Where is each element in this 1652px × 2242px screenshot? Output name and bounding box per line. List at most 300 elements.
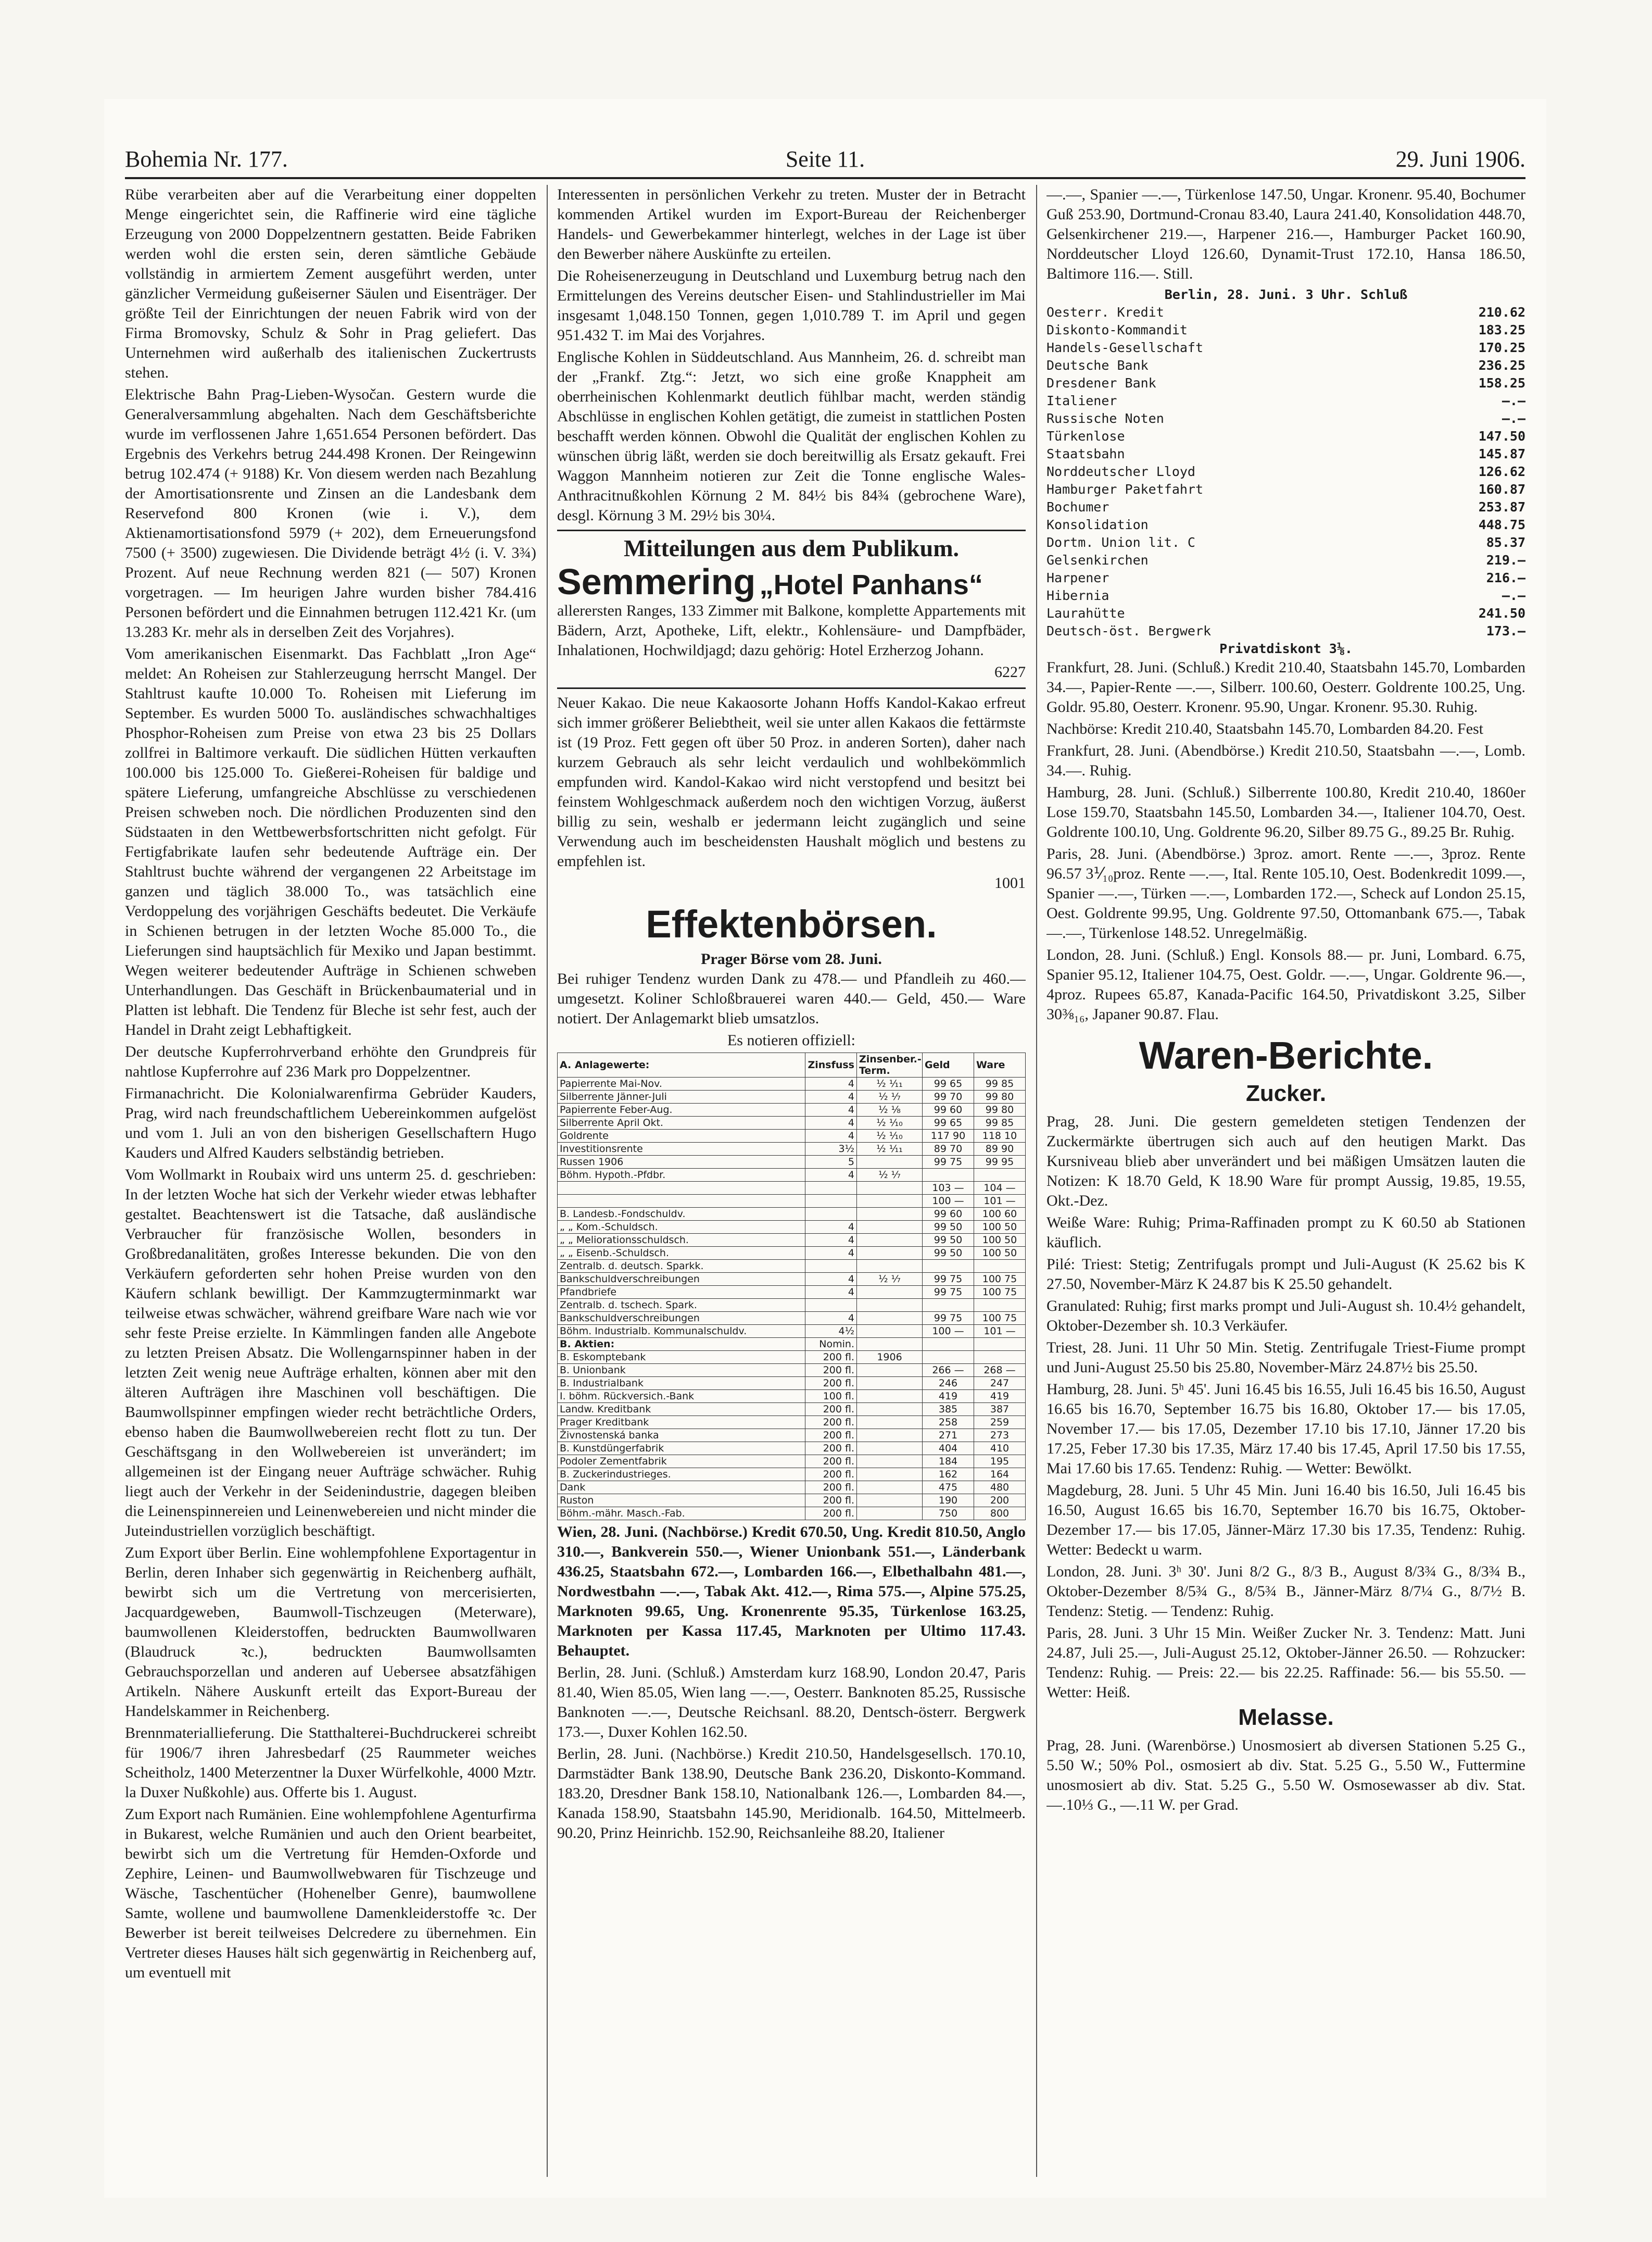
table-cell: 99 70 (923, 1091, 974, 1104)
table-cell: Landw. Kreditbank (558, 1403, 805, 1416)
table-cell: 101 — (974, 1325, 1026, 1338)
table-cell: 99 60 (923, 1104, 974, 1117)
table-cell: Silberrente April Okt. (558, 1117, 805, 1130)
table-cell (923, 1299, 974, 1312)
header-rule (125, 177, 1525, 179)
table-cell: 89 90 (974, 1143, 1026, 1156)
advertisement-box (557, 530, 1026, 689)
table-cell (974, 1169, 1026, 1182)
table-cell: Ruston (558, 1494, 805, 1507)
column-divider (1036, 185, 1037, 2177)
quote-name: Harpener (1046, 570, 1109, 585)
effekten-title: Effektenbörsen. (646, 903, 937, 946)
table-cell: 200 fl. (805, 1455, 857, 1468)
quote-row (1046, 569, 1525, 587)
table-row (558, 1403, 1026, 1416)
table-cell: 268 — (974, 1364, 1026, 1377)
waren-paragraph: Paris, 28. Juni. 3 Uhr 15 Min. Weißer Zucker Nr. 3. Tendenz: Matt. Juni 24.87, Juli 25.—, Juli-August 25.12, Oktober-Jänner 26.50. — Rohzucker: Tendenz: Ruhig. — Preis: 22.— bis 22.25. Raffinade: 56.— bis 55.50. — Wetter: Heiß. (1046, 1624, 1525, 1701)
table-cell: 259 (974, 1416, 1026, 1429)
column-2 (557, 185, 1026, 2177)
quote-value: 147.50 (1478, 429, 1525, 444)
table-cell: 100 75 (974, 1273, 1026, 1286)
quote-value: —.— (1502, 411, 1525, 426)
table-cell: Silberrente Jänner-Juli (558, 1091, 805, 1104)
article-paragraph: Die Roheisenerzeugung in Deutschland und Luxemburg betrug nach den Ermittelungen des Vereins deutscher Eisen- und Stahlindustrieller im Mai insgesamt 1,048.150 Tonnen, gegen 1,010.789 T. im April und gegen 951.432 T. im Mai des Vorjahres. (557, 267, 1026, 344)
table-body-aktien (558, 1351, 1026, 1520)
table-cell: 100 — (923, 1325, 974, 1338)
table-cell: 750 (923, 1507, 974, 1520)
quote-name: Staatsbahn (1046, 446, 1125, 461)
table-row (558, 1351, 1026, 1364)
waren-paragraph: Magdeburg, 28. Juni. 5 Uhr 45 Min. Juni 16.40 bis 16.50, Juli 16.45 bis 16.50, August 16.65 bis 16.70, September 16.70 bis 16.75, Oktober-Dezember 17.— bis 17.05, Jänner-März 17.30 bis 17.35, Tendenz: Ruhig. Wetter: Bedeckt u warm. (1046, 1482, 1525, 1558)
melasse-title: Melasse. (1238, 1705, 1334, 1730)
table-cell: ½ ⅟₇ (857, 1273, 923, 1286)
table-row (558, 1156, 1026, 1169)
table-cell: ½ ⅟₇ (857, 1091, 923, 1104)
table-cell (857, 1455, 923, 1468)
table-cell (805, 1260, 857, 1273)
berlin-quotes (1046, 286, 1525, 658)
table-cell: 99 75 (923, 1273, 974, 1286)
table-cell: ½ ⅟₁₁ (857, 1143, 923, 1156)
quote-row (1046, 605, 1525, 622)
table-cell (857, 1286, 923, 1299)
table-cell: 200 fl. (805, 1481, 857, 1494)
table-cell: ½ ⅟₁₀ (857, 1130, 923, 1143)
waren-subtitle: Zucker. (1245, 1081, 1327, 1106)
table-cell (857, 1312, 923, 1325)
table-cell: Podoler Zementfabrik (558, 1455, 805, 1468)
table-cell: 100 fl. (805, 1390, 857, 1403)
table-row (558, 1286, 1026, 1299)
quote-value: 236.25 (1478, 358, 1525, 373)
table-cell: 117 90 (923, 1130, 974, 1143)
table-row (558, 1234, 1026, 1247)
melasse-paragraph: Prag, 28. Juni. (Warenbörse.) Unosmosiert ab diversen Stationen 5.25 G., 5.50 W.; 50% Pol., osmosiert ab div. Stat. 5.25 G., 5.50 W., Futtermine unosmosiert ab div. Stat. 5.25 G., 5.50 W. Osmosewasser ab div. Stat. —.10⅓ G., —.11 W. per Grad. (1046, 1737, 1525, 1813)
table-cell: ½ ⅟₁₁ (857, 1078, 923, 1091)
quote-name: Bochumer (1046, 499, 1109, 515)
quote-row (1046, 463, 1525, 481)
table-cell: 99 85 (974, 1117, 1026, 1130)
table-cell: 99 75 (923, 1312, 974, 1325)
table-cell: Investitionsrente (558, 1143, 805, 1156)
table-cell: 100 75 (974, 1286, 1026, 1299)
table-cell (857, 1468, 923, 1481)
berlin-report: Berlin, 28. Juni. (Nachbörse.) Kredit 210.50, Handelsgesellsch. 170.10, Darmstädter Bank 138.90, Deutsche Bank 236.20, Diskonto-Kommand. 183.20, Dresdner Bank 158.10, Nationalbank 126.—, Lombarden 84.—, Kanada 158.90, Staatsbahn 145.90, Meridionalb. 164.50, Mittelmeerb. 90.20, Prinz Heinrichb. 152.90, Reichsanleihe 88.20, Italiener (557, 1745, 1026, 1842)
table-cell: 200 fl. (805, 1416, 857, 1429)
quote-value: 183.25 (1478, 322, 1525, 337)
quote-name: Konsolidation (1046, 517, 1149, 532)
waren-paragraph: Prag, 28. Juni. Die gestern gemeldeten stetigen Tendenzen der Zuckermärkte übertrugen sich auch auf den heutigen Markt. Das Kursniveau blieb aber unverändert und bei mäßigen Umsätzen lauten die Notizen: K 18.70 Geld, K 18.90 Ware für prompt Aussig, 19.85, 19.55, Okt.-Dez. (1046, 1113, 1525, 1209)
ad-text: allerersten Ranges, 133 Zimmer mit Balkone, komplette Appartements mit Bädern, Arzt, Apotheke, Lift, elektr., Kohlensäure- und Dampfbäder, Inhalationen, Hochwildjagd; dazu gehörig: Hotel Erzherzog Johann. (557, 602, 1026, 659)
article-paragraph: Brennmateriallieferung. Die Statthalterei-Buchdruckerei schreibt für 1906/7 ihren Jahresbedarf (25 Raummeter weiches Scheitholz, 1400 Meterzentner la Duxer Würfelkohle, 4000 Mztr. la Duxer Nußkohle) aus. Offerte bis 1. August. (125, 1724, 536, 1801)
table-cell: 99 85 (974, 1078, 1026, 1091)
newspaper-page (104, 99, 1546, 2198)
quote-name: Norddeutscher Lloyd (1046, 464, 1195, 479)
table-row (558, 1091, 1026, 1104)
table-cell: 100 — (923, 1195, 974, 1208)
table-cell: 4 (805, 1078, 857, 1091)
table-cell (857, 1299, 923, 1312)
ad-section-title: Mitteilungen aus dem Publikum. (623, 535, 960, 561)
table-row (558, 1442, 1026, 1455)
quote-row (1046, 410, 1525, 428)
quote-name: Deutsche Bank (1046, 358, 1149, 373)
table-cell (857, 1390, 923, 1403)
table-cell: 4 (805, 1104, 857, 1117)
quote-name: Dresdener Bank (1046, 375, 1156, 391)
ad-semmering: Semmering (557, 561, 756, 602)
table-cell (974, 1260, 1026, 1273)
quote-row (1046, 622, 1525, 640)
table-cell (923, 1169, 974, 1182)
table-cell (923, 1351, 974, 1364)
table-cell: 4 (805, 1273, 857, 1286)
table-cell (857, 1416, 923, 1429)
table-cell (857, 1429, 923, 1442)
waren-paragraph: Granulated: Ruhig; first marks prompt und Juli-August sh. 10.4½ gehandelt, Oktober-Dezember sh. 10.3 Verkäufer. (1046, 1297, 1525, 1334)
table-cell: I. böhm. Rückversich.-Bank (558, 1390, 805, 1403)
table-cell: 99 50 (923, 1234, 974, 1247)
table-cell (974, 1299, 1026, 1312)
table-row (558, 1221, 1026, 1234)
quote-row (1046, 321, 1525, 339)
table-cell: 99 65 (923, 1117, 974, 1130)
table-row (558, 1338, 1026, 1351)
table-cell (923, 1338, 974, 1351)
column-3 (1046, 185, 1525, 2177)
table-cell (857, 1507, 923, 1520)
table-cell: 4 (805, 1247, 857, 1260)
table-cell: 100 75 (974, 1312, 1026, 1325)
table-cell: Bankschuldverschreibungen (558, 1273, 805, 1286)
quote-name: Gelsenkirchen (1046, 553, 1149, 568)
table-cell: 4 (805, 1221, 857, 1234)
quote-value: 85.37 (1486, 535, 1525, 550)
table-cell: 99 80 (974, 1104, 1026, 1117)
quote-row (1046, 339, 1525, 357)
table-cell (857, 1377, 923, 1390)
berlin-quotes-title: Berlin, 28. Juni. 3 Uhr. Schluß (1164, 287, 1408, 302)
wien-report: Wien, 28. Juni. (Nachbörse.) Kredit 670.50, Ung. Kredit 810.50, Anglo 310.—, Bankverein 550.—, Wiener Unionbank 551.—, Länderbank 436.25, Staatsbahn 672.—, Lombarden 166.—, Elbethalbahn 481.—, Nordwestbahn —.—, Tabak Akt. 412.—, Rima 575.—, Alpine 575.25, Marknoten 99.65, Ung. Kronenrente 95.35, Türkenlose 163.25, Marknoten per Kassa 117.45, Marknoten per Ultimo 117.43. Behauptet. (557, 1523, 1026, 1659)
table-cell: 273 (974, 1429, 1026, 1442)
quote-name: Hibernia (1046, 588, 1109, 603)
table-cell (857, 1234, 923, 1247)
quote-name: Hamburger Paketfahrt (1046, 482, 1204, 497)
table-cell: 190 (923, 1494, 974, 1507)
quote-name: Russische Noten (1046, 411, 1164, 426)
header-date: 29. Juni 1906. (1395, 146, 1525, 172)
quote-row (1046, 498, 1525, 516)
table-cell: 164 (974, 1468, 1026, 1481)
ad-hotel-name: „Hotel Panhans“ (759, 569, 983, 600)
quote-value: —.— (1502, 588, 1525, 603)
article-paragraph: Vom amerikanischen Eisenmarkt. Das Fachblatt „Iron Age“ meldet: An Roheisen zur Stahlerzeugung herrscht Mangel. Der Stahltrust kaufte 10.000 To. Roheisen mit Lieferung im September. Es wurden 5000 To. ausländisches schwachhaltiges Phosphor-Roheisen zum Preise von etwa 23 bis 25 Dollars zollfrei in Baltimore verkauft. Die südlichen Hütten verkauften 100.000 bis 125.000 To. Gießerei-Roheisen für baldige und spätere Lieferung, umfangreiche Abschlüsse zu verschiedenen Preisen schweben noch. Die nördlichen Produzenten sind den Südstaaten in den Wettbewerbsfortschritten nicht gefolgt. Für Fertigfabrikate laufen sehr bedeutende Aufträge ein. Der Stahltrust buchte während der vergangenen 22 Arbeitstage im ganzen und täglich 38.000 To., was tatsächlich eine Verdoppelung des vorjährigen Geschäfts bedeutet. Die Verkäufe in Schienen betrugen in der letzten Woche 85.000 To., die Lieferungen sind hauptsächlich für Mexiko und Japan bestimmt. Wegen weiterer bedeutender Aufträge in Schienen schweben Unterhandlungen. Das Geschäft in Brückenbaumaterial und in Platten ist lebhaft. Die Tendenz für Bleche ist sehr fest, auch der Handel in Draht zeigt Lebhaftigkeit. (125, 645, 536, 1038)
table-row (558, 1468, 1026, 1481)
table-cell: 246 (923, 1377, 974, 1390)
header-masthead: Bohemia Nr. 177. (125, 146, 288, 172)
quote-row (1046, 357, 1525, 374)
kakao-notice: Neuer Kakao. Die neue Kakaosorte Johann Hoffs Kandol-Kakao erfreut sich immer größerer Beliebtheit, weil sie unter allen Kakaos die fettärmste ist (19 Proz. Fett gegen oft über 50 Proz. in anderen Sorten), daher nach kurzem Gebrauch als sehr leicht verdaulich und wohlbekömmlich empfunden wird. Kandol-Kakao wird nicht verstopfend und besitzt bei feinstem Wohlgeschmack außerdem noch den wichtigen Vorzug, äußerst billig zu sein, weshalb er jedermann leicht zugänglich und seine Verwendung auch im bescheidensten Haushalt möglich und bestens zu empfehlen ist. (557, 694, 1026, 870)
market-report: Hamburg, 28. Juni. (Schluß.) Silberrente 100.80, Kredit 210.40, 1860er Lose 159.70, Staatsbahn 145.50, Lombarden 34.—, Italiener 104.70, Oest. Goldrente 100.10, Ung. Goldrente 96.20, Silber 89.75 G., 89.25 Br. Ruhig. (1046, 784, 1525, 841)
table-row (558, 1429, 1026, 1442)
table-cell: 100 50 (974, 1247, 1026, 1260)
berlin-quote-rows (1046, 304, 1525, 640)
table-cell: Goldrente (558, 1130, 805, 1143)
table-row (558, 1143, 1026, 1156)
berlin-report: Berlin, 28. Juni. (Schluß.) Amsterdam kurz 168.90, London 20.47, Paris 81.40, Wien 85.05, Wien lang —.—, Oesterr. Banknoten 85.25, Russische Banknoten —.—, Deutsche Reichsanl. 88.20, Dentsch-österr. Bergwerk 173.—, Duxer Kohlen 162.50. (557, 1664, 1026, 1740)
table-cell: Prager Kreditbank (558, 1416, 805, 1429)
table-row (558, 1182, 1026, 1195)
table-cell (857, 1325, 923, 1338)
waren-paragraph: Weiße Ware: Ruhig; Prima-Raffinaden prompt zu K 60.50 ab Stationen käuflich. (1046, 1214, 1525, 1251)
table-row (558, 1260, 1026, 1273)
table-cell: Pfandbriefe (558, 1286, 805, 1299)
table-cell: 99 75 (923, 1286, 974, 1299)
table-row (558, 1377, 1026, 1390)
waren-paragraph: Pilé: Triest: Stetig; Zentrifugals prompt und Juli-August (K 25.62 bis K 27.50, November-März K 24.87 bis K 25.50 gehandelt. (1046, 1256, 1525, 1293)
table-row (558, 1104, 1026, 1117)
privatdiskont: Privatdiskont 3⅛. (1219, 641, 1353, 656)
quote-row (1046, 552, 1525, 569)
table-cell: „ „ Meliorationsschuldsch. (558, 1234, 805, 1247)
table-cell: 200 fl. (805, 1377, 857, 1390)
table-cell: 419 (974, 1390, 1026, 1403)
table-row (558, 1130, 1026, 1143)
effekten-text: Bei ruhiger Tendenz wurden Dank zu 478.— und Pfandleih zu 460.— umgesetzt. Koliner Schloßbrauerei waren 440.— Geld, 450.— Ware notiert. Der Anlagemarkt blieb umsatzlos. (557, 970, 1026, 1027)
table-row (558, 1169, 1026, 1182)
table-cell: 118 10 (974, 1130, 1026, 1143)
table-cell: 271 (923, 1429, 974, 1442)
section-label: Nomin. (805, 1338, 857, 1351)
table-cell: ½ ⅟₈ (857, 1104, 923, 1117)
table-cell: 99 50 (923, 1247, 974, 1260)
table-section-b (558, 1338, 1026, 1351)
table-cell (558, 1195, 805, 1208)
quote-value: 448.75 (1478, 517, 1525, 532)
table-cell (857, 1481, 923, 1494)
quote-value: 219.— (1486, 553, 1525, 568)
table-cell: 100 60 (974, 1208, 1026, 1221)
article-paragraph: Zum Export nach Rumänien. Eine wohlempfohlene Agenturfirma in Bukarest, welche Rumänien und auch den Orient bearbeitet, bewirbt sich um die Vertretung für Hemden-Oxforde und Zephire, Leinen- und Baumwollwebwaren für Tischzeuge und Wäsche, Taschentücher (Hohenelber Genre), baumwollene Samte, wollene und baumwollene Damenkleiderstoffe ꝛc. Der Bewerber ist bereit teilweises Delcredere zu übernehmen. Ein Vertreter dieses Hauses hält sich gegenwärtig in Reichenberg auf, um eventuell mit (125, 1806, 536, 1981)
table-cell: 200 fl. (805, 1351, 857, 1364)
quote-row (1046, 428, 1525, 445)
table-cell: 99 80 (974, 1091, 1026, 1104)
col-header: Ware (974, 1053, 1026, 1078)
table-cell: Zentralb. d. deutsch. Sparkk. (558, 1260, 805, 1273)
article-paragraph: Elektrische Bahn Prag-Lieben-Wysočan. Gestern wurde die Generalversammlung abgehalten. Nach dem Geschäftsberichte wurde im verflossenen Jahre 1,651.654 Personen befördert. Das Ergebnis des Verkehrs betrug 244.498 Kronen. Der Reingewinn betrug 102.474 (+ 9188) Kr. Von diesem werden nach Bezahlung der Amortisationsrente und Zinsen an die Landesbank dem Reservefond 800 Kronen (wie i. V.), dem Aktienamortisationsfond 5979 (+ 202), dem Erneuerungsfond 7500 (+ 3500) zugewiesen. Die Dividende beträgt 4½ (i. V. 3¾) Prozent. Auf neue Rechnung werden 821 (— 507) Kronen vorgetragen. — Im heurigen Jahre wurden bisher 784.416 Personen befördert und die Einnahmen betrugen 112.421 Kr. (um 13.283 Kr. mehr als in derselben Zeit des Vorjahres). (125, 386, 536, 641)
quotation-table (557, 1053, 1026, 1520)
table-cell: 5 (805, 1156, 857, 1169)
table-cell: 99 65 (923, 1078, 974, 1091)
column-divider (547, 185, 548, 2177)
table-row (558, 1247, 1026, 1260)
table-cell: 200 fl. (805, 1403, 857, 1416)
table-cell: „ „ Kom.-Schuldsch. (558, 1221, 805, 1234)
table-cell: „ „ Eisenb.-Schuldsch. (558, 1247, 805, 1260)
table-cell: 200 fl. (805, 1507, 857, 1520)
waren-paragraph: London, 28. Juni. 3ʰ 30'. Juni 8/2 G., 8/3 B., August 8/3¾ G., 8/3¾ B., Oktober-Dezember 8/5¾ G., 8/5¾ B., Jänner-März 8/7¼ G., 8/7½ B. Tendenz: Stetig. — Tendenz: Ruhig. (1046, 1563, 1525, 1620)
column-1 (125, 185, 536, 2177)
table-row (558, 1507, 1026, 1520)
table-cell: Živnostenská banka (558, 1429, 805, 1442)
table-row (558, 1325, 1026, 1338)
table-cell (857, 1338, 923, 1351)
table-cell: 404 (923, 1442, 974, 1455)
table-cell: 99 75 (923, 1156, 974, 1169)
table-cell: 4 (805, 1130, 857, 1143)
table-row (558, 1299, 1026, 1312)
article-paragraph: Interessenten in persönlichen Verkehr zu treten. Muster der in Betracht kommenden Artikel wurden im Export-Bureau der Reichenberger Handels- und Gewerbekammer hinterlegt, welches in der Lage ist über den Bewerber nähere Auskünfte zu erteilen. (557, 186, 1026, 262)
section-label: B. Aktien: (558, 1338, 805, 1351)
quote-value: 170.25 (1478, 340, 1525, 355)
table-row (558, 1494, 1026, 1507)
quote-row (1046, 516, 1525, 534)
table-cell (805, 1195, 857, 1208)
table-cell (805, 1299, 857, 1312)
table-cell (857, 1182, 923, 1195)
market-report: Paris, 28. Juni. (Abendbörse.) 3proz. amort. Rente —.—, 3proz. Rente 96.57 3⅟₁₀proz. Rente —.—, Ital. Rente 105.10, Oest. Bodenkredit 1099.—, Spanier —.—, Türken —.—, Lombarden 172.—, Scheck auf London 25.15, Oest. Goldrente 99.95, Ung. Goldrente 97.50, Ottomanbank 675.—, Tabak —.—, Türkenlose 148.52. Unregelmäßig. (1046, 845, 1525, 942)
table-cell: Zentralb. d. tschech. Spark. (558, 1299, 805, 1312)
table-cell (857, 1208, 923, 1221)
table-cell (857, 1442, 923, 1455)
table-cell: 247 (974, 1377, 1026, 1390)
quote-name: Italiener (1046, 393, 1117, 408)
table-cell (857, 1403, 923, 1416)
table-cell (857, 1156, 923, 1169)
quote-row (1046, 445, 1525, 463)
table-cell: B. Zuckerindustrieges. (558, 1468, 805, 1481)
quote-name: Laurahütte (1046, 606, 1125, 621)
article-paragraph: Englische Kohlen in Süddeutschland. Aus Mannheim, 26. d. schreibt man der „Frankf. Ztg.“: Jetzt, wo sich eine große Knappheit am oberrheinischen Kohlenmarkt deutlich fühlbar macht, werden ständig Abschlüsse in englischen Kohlen getätigt, die zumeist in stattlichen Posten beschafft werden können. Obwohl die Qualität der englischen Kohlen zu wünschen übrig läßt, werden sie doch bereitwillig als Ersatz gekauft. Frei Waggon Mannheim notieren zur Zeit die Tonne englische Wales-Anthracitnußkohlen Körnung 2 M. 84½ bis 84¾ (gebrochene Ware), desgl. Körnung 3 M. 29½ bis 30¼. (557, 348, 1026, 524)
col-header: Zinsfuss (805, 1053, 857, 1078)
table-cell: 103 — (923, 1182, 974, 1195)
col-header: Geld (923, 1053, 974, 1078)
waren-paragraph: Hamburg, 28. Juni. 5ʰ 45'. Juni 16.45 bis 16.55, Juli 16.45 bis 16.50, August 16.65 bis 16.70, September 16.75 bis 16.80, Oktober 17.— bis 17.05, November 17.— bis 17.05, Dezember 17.10 bis 17.10, Jänner 17.20 bis 17.25, Feber 17.30 bis 17.35, März 17.40 bis 17.45, April 17.50 bis 17.55, Mai 17.60 bis 17.65. Tendenz: Ruhig. — Wetter: Bewölkt. (1046, 1381, 1525, 1477)
quote-value: 145.87 (1478, 446, 1525, 461)
table-cell: 410 (974, 1442, 1026, 1455)
table-cell: Böhm. Industrialb. Kommunalschuldv. (558, 1325, 805, 1338)
waren-title: Waren-Berichte. (1139, 1034, 1433, 1077)
table-cell (857, 1260, 923, 1273)
table-row (558, 1455, 1026, 1468)
table-row (558, 1312, 1026, 1325)
table-cell: 258 (923, 1416, 974, 1429)
table-cell: Papierrente Feber-Aug. (558, 1104, 805, 1117)
table-cell (805, 1208, 857, 1221)
table-cell: ½ ⅟₇ (857, 1169, 923, 1182)
table-cell (805, 1182, 857, 1195)
table-cell: 195 (974, 1455, 1026, 1468)
table-cell (974, 1338, 1026, 1351)
table-cell: 184 (923, 1455, 974, 1468)
quote-value: 241.50 (1478, 606, 1525, 621)
quote-name: Türkenlose (1046, 429, 1125, 444)
quote-value: 126.62 (1478, 464, 1525, 479)
waren-paragraph: Triest, 28. Juni. 11 Uhr 50 Min. Stetig. Zentrifugale Triest-Fiume prompt und Juni-August 25.50 bis 25.80, November-März 24.87½ bis 25.50. (1046, 1339, 1525, 1376)
quote-name: Diskonto-Kommandit (1046, 322, 1188, 337)
quote-value: —.— (1502, 393, 1525, 408)
quote-row (1046, 374, 1525, 392)
table-cell: Böhm. Hypoth.-Pfdbr. (558, 1169, 805, 1182)
table-cell: 387 (974, 1403, 1026, 1416)
quote-row (1046, 587, 1525, 605)
table-cell: 104 — (974, 1182, 1026, 1195)
table-cell (857, 1221, 923, 1234)
table-cell: 99 95 (974, 1156, 1026, 1169)
table-cell (857, 1364, 923, 1377)
col-header: Zinsenber.-Term. (857, 1053, 923, 1078)
table-row (558, 1208, 1026, 1221)
table-cell: 800 (974, 1507, 1026, 1520)
table-cell (857, 1494, 923, 1507)
col-header: A. Anlagewerte: (558, 1053, 805, 1078)
table-cell: Bankschuldverschreibungen (558, 1312, 805, 1325)
quote-value: 216.— (1486, 570, 1525, 585)
table-cell: 100 50 (974, 1234, 1026, 1247)
table-row (558, 1117, 1026, 1130)
table-cell (923, 1260, 974, 1273)
table-row (558, 1390, 1026, 1403)
table-row (558, 1078, 1026, 1091)
header-page-number: Seite 11. (785, 146, 865, 172)
quote-row (1046, 534, 1525, 552)
table-cell: 4 (805, 1117, 857, 1130)
article-paragraph: Firmanachricht. Die Kolonialwarenfirma Gebrüder Kauders, Prag, wird nach freundschaftlichem Uebereinkommen aufgelöst und vom 1. Juli an von den bisherigen Gesellschaftern Hugo Kauders und Alfred Kauders selbständig betrieben. (125, 1085, 536, 1161)
quote-row (1046, 304, 1525, 321)
table-cell (974, 1351, 1026, 1364)
article-paragraph: Zum Export über Berlin. Eine wohlempfohlene Exportagentur in Berlin, deren Inhaber sich gegenwärtig in Reichenberg aufhält, bewirbt sich um die Vertretung von mercerisierten, Jacquardgeweben, Baumwoll-Tischzeugen (Meterware), baumwollenen Kleiderstoffen, bedruckten Baumwollwaren (Blaudruck ꝛc.), bedruckten Baumwollsamten Gebrauchsporzellan und anderen auf Uebersee absatzfähigen Artikeln. Nähere Auskunft erteilt das Export-Bureau der Handelskammer in Reichenberg. (125, 1544, 536, 1720)
table-row (558, 1416, 1026, 1429)
effekten-note: Es notieren offiziell: (727, 1032, 856, 1049)
table-cell: 200 fl. (805, 1429, 857, 1442)
table-cell: 200 fl. (805, 1494, 857, 1507)
quote-row (1046, 481, 1525, 498)
ad-number: 6227 (994, 663, 1026, 681)
table-cell: B. Unionbank (558, 1364, 805, 1377)
article-paragraph: Der deutsche Kupferrohrverband erhöhte den Grundpreis für nahtlose Kupferrohre auf 236 Mark pro Doppelzentner. (125, 1043, 536, 1080)
table-cell (857, 1247, 923, 1260)
quote-name: Deutsch-öst. Bergwerk (1046, 623, 1212, 638)
table-cell: Dank (558, 1481, 805, 1494)
quote-row (1046, 392, 1525, 410)
table-cell: B. Kunstdüngerfabrik (558, 1442, 805, 1455)
article-paragraph: Vom Wollmarkt in Roubaix wird uns unterm 25. d. geschrieben: In der letzten Woche hat sich der Verkehr wieder etwas lebhafter gestaltet. Beachtenswert ist die Tatsache, daß ausländische Verbraucher für französische Wollen, besonders in Großbredanalitäten, großes Interesse bekunden. Die von den Verkäufern geforderten sehr hohen Preise wurden von den Käufern schlank bewilligt. Der Kammzugterminmarkt war teilweise etwas schwächer, während greifbare Ware nach wie vor sehr feste Preise erzielte. In Kämmlingen fanden alle Angebote zu letzten Preisen Absatz. Die Wollengarnspinner haben in der letzten Zeit wenig neue Aufträge erhalten, können aber mit den älteren Aufträgen ihre Maschinen voll beschäftigen. Die Baumwollspinner empfingen wieder recht beträchtliche Orders, ebenso haben die Baumwollwebereien recht flott zu tun. Der Geschäftsgang in den Wollwebereien ist unverändert; im allgemeinen ist der Eingang neuer Aufträge schwächer. Ruhig liegt auch der Verkehr in der Seidenindustrie, dagegen bleiben die Leinenspinnereien und Leinenwebereien und nicht minder die Juteindustriellen vorzüglich beschäftigt. (125, 1166, 536, 1539)
table-row (558, 1364, 1026, 1377)
quote-name: Dortm. Union lit. C (1046, 535, 1195, 550)
article-paragraph: Rübe verarbeiten aber auf die Verarbeitung einer doppelten Menge eingerichtet sein, die Raffinerie wird eine tägliche Erzeugung von 2000 Doppelzentnern gestatten. Beide Fabriken werden wohl die ersten sein, deren sämtliche Gebäude vollständig in armiertem Zement ausgeführt werden, unter gänzlicher Vermeidung gußeiserner Säulen und Eisenträger. Der größte Teil der Einrichtungen der neuen Fabrik wird von der Firma Bromovsky, Schulz & Sohr in Prag geliefert. Das Unternehmen wird außerhalb des italienischen Zuckertrusts stehen. (125, 186, 536, 381)
table-cell: 4 (805, 1169, 857, 1182)
table-row (558, 1481, 1026, 1494)
table-cell: 200 (974, 1494, 1026, 1507)
table-body-anlagewerte (558, 1078, 1026, 1338)
table-row (558, 1195, 1026, 1208)
table-cell: 3½ (805, 1143, 857, 1156)
quote-name: Oesterr. Kredit (1046, 305, 1164, 320)
market-report: Frankfurt, 28. Juni. (Abendbörse.) Kredit 210.50, Staatsbahn —.—, Lomb. 34.—. Ruhig. (1046, 742, 1525, 779)
table-cell: 101 — (974, 1195, 1026, 1208)
quote-value: 173.— (1486, 623, 1525, 638)
table-cell: Papierrente Mai-Nov. (558, 1078, 805, 1091)
table-cell: Böhm.-mähr. Masch.-Fab. (558, 1507, 805, 1520)
table-cell: 1906 (857, 1351, 923, 1364)
market-report: London, 28. Juni. (Schluß.) Engl. Konsols 88.— pr. Juni, Lombard. 6.75, Spanier 95.12, Italiener 104.75, Oest. Goldr. —.—, Ungar. Goldrente 96.—, 4proz. Rupees 65.87, Kanada-Pacific 164.50, Privatdiskont 3.25, Silber 30⅜₁₆, Japaner 90.87. Flau. (1046, 946, 1525, 1023)
table-cell: 475 (923, 1481, 974, 1494)
quote-value: 160.87 (1478, 482, 1525, 497)
table-row (558, 1273, 1026, 1286)
table-cell: 4 (805, 1286, 857, 1299)
table-cell: 100 50 (974, 1221, 1026, 1234)
